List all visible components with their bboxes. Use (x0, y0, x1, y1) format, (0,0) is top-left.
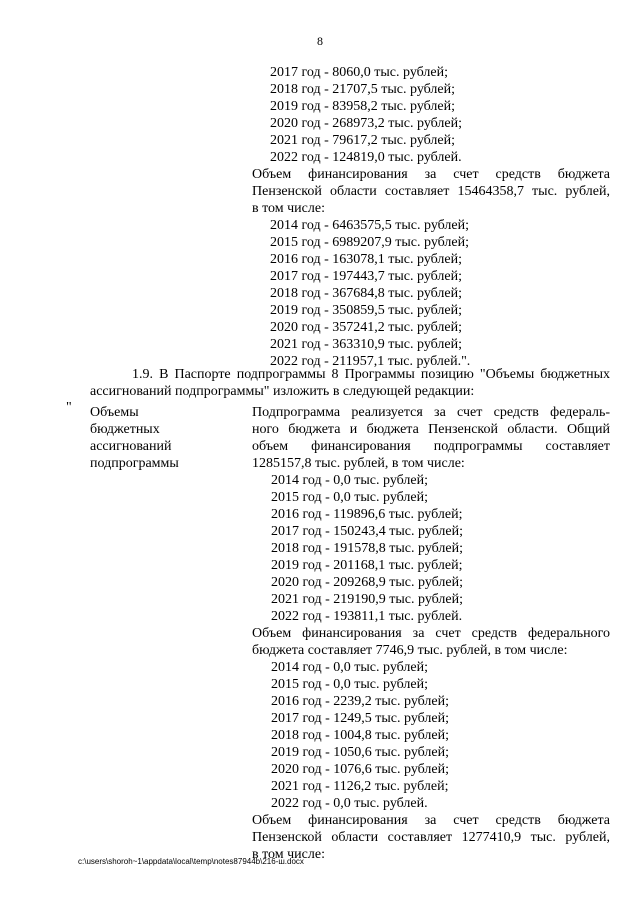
right-year-line: 2014 год - 0,0 тыс. рублей; (271, 473, 429, 488)
federal-year-line: 2014 год - 0,0 тыс. рублей; (271, 660, 429, 675)
left-label-line: подпрограммы (90, 456, 179, 471)
federal-year-line: 2016 год - 2239,2 тыс. рублей; (271, 694, 450, 709)
block2-year-line: 2019 год - 350859,5 тыс. рублей; (270, 303, 463, 318)
block2-year-line: 2016 год - 163078,1 тыс. рублей; (270, 252, 463, 267)
opening-quote-mark: " (66, 400, 72, 415)
federal-year-line: 2020 год - 1076,6 тыс. рублей; (271, 762, 450, 777)
right-year-line: 2015 год - 0,0 тыс. рублей; (271, 490, 429, 505)
block2-year-line: 2017 год - 197443,7 тыс. рублей; (270, 269, 463, 284)
block2-text-line: Объем финансирования за счет средств бюджета (252, 167, 610, 182)
federal-year-line: 2017 год - 1249,5 тыс. рублей; (271, 711, 450, 726)
federal-year-line: 2018 год - 1004,8 тыс. рублей; (271, 728, 450, 743)
block2-year-line: 2020 год - 357241,2 тыс. рублей; (270, 320, 463, 335)
right-year-line: 2022 год - 193811,1 тыс. рублей. (271, 609, 463, 624)
right-year-line: 2016 год - 119896,6 тыс. рублей; (271, 507, 463, 522)
right-intro-line: ного бюджета и бюджета Пензенской области. Общий (252, 422, 610, 437)
right-year-line: 2021 год - 219190,9 тыс. рублей; (271, 592, 464, 607)
left-label-line: ассигнований (90, 439, 172, 454)
block2-year-line: 2014 год - 6463575,5 тыс. рублей; (270, 218, 470, 233)
federal-text-line: Объем финансирования за счет средств федерального (252, 626, 610, 641)
federal-year-line: 2021 год - 1126,2 тыс. рублей; (271, 779, 449, 794)
block1-year-line: 2020 год - 268973,2 тыс. рублей; (270, 116, 463, 131)
block1-year-line: 2017 год - 8060,0 тыс. рублей; (270, 65, 449, 80)
block1-year-line: 2019 год - 83958,2 тыс. рублей; (270, 99, 456, 114)
right-intro-line: объем финансирования подпрограммы составляет (252, 439, 610, 454)
federal-year-line: 2015 год - 0,0 тыс. рублей; (271, 677, 429, 692)
block2-year-line: 2018 год - 367684,8 тыс. рублей; (270, 286, 463, 301)
federal-year-line: 2019 год - 1050,6 тыс. рублей; (271, 745, 450, 760)
section-intro-line: ассигнований подпрограммы" изложить в следующей редакции: (90, 384, 475, 399)
block1-year-line: 2022 год - 124819,0 тыс. рублей. (270, 150, 462, 165)
regional-text-line: Пензенской области составляет 1277410,9 тыс. рублей, (252, 830, 610, 845)
right-year-line: 2020 год - 209268,9 тыс. рублей; (271, 575, 464, 590)
right-year-line: 2019 год - 201168,1 тыс. рублей; (271, 558, 463, 573)
regional-text-line: в том числе: (252, 847, 325, 862)
left-label-line: Объемы (90, 405, 139, 420)
block2-year-line: 2021 год - 363310,9 тыс. рублей; (270, 337, 463, 352)
block1-year-line: 2018 год - 21707,5 тыс. рублей; (270, 82, 456, 97)
right-intro-line: Подпрограмма реализуется за счет средств федераль- (252, 405, 610, 420)
right-year-line: 2017 год - 150243,4 тыс. рублей; (271, 524, 464, 539)
block2-year-line: 2022 год - 211957,1 тыс. рублей.". (270, 354, 471, 369)
section-intro-line: 1.9. В Паспорте подпрограммы 8 Программы позицию "Объемы бюджетных (132, 367, 610, 382)
right-year-line: 2018 год - 191578,8 тыс. рублей; (271, 541, 464, 556)
left-label-line: бюджетных (90, 422, 160, 437)
federal-text-line: бюджета составляет 7746,9 тыс. рублей, в том числе: (252, 643, 568, 658)
federal-year-line: 2022 год - 0,0 тыс. рублей. (271, 796, 428, 811)
block2-year-line: 2015 год - 6989207,9 тыс. рублей; (270, 235, 470, 250)
footer-file-path: c:\users\shoroh~1\appdata\local\temp\notes87944b\216-ш.docx (78, 857, 304, 866)
block2-text-line: в том числе: (252, 201, 325, 216)
block1-year-line: 2021 год - 79617,2 тыс. рублей; (270, 133, 456, 148)
page-number: 8 (317, 34, 323, 48)
right-intro-line: 1285157,8 тыс. рублей, в том числе: (252, 456, 465, 471)
regional-text-line: Объем финансирования за счет средств бюджета (252, 813, 610, 828)
block2-text-line: Пензенской области составляет 15464358,7 тыс. рублей, (252, 184, 610, 199)
